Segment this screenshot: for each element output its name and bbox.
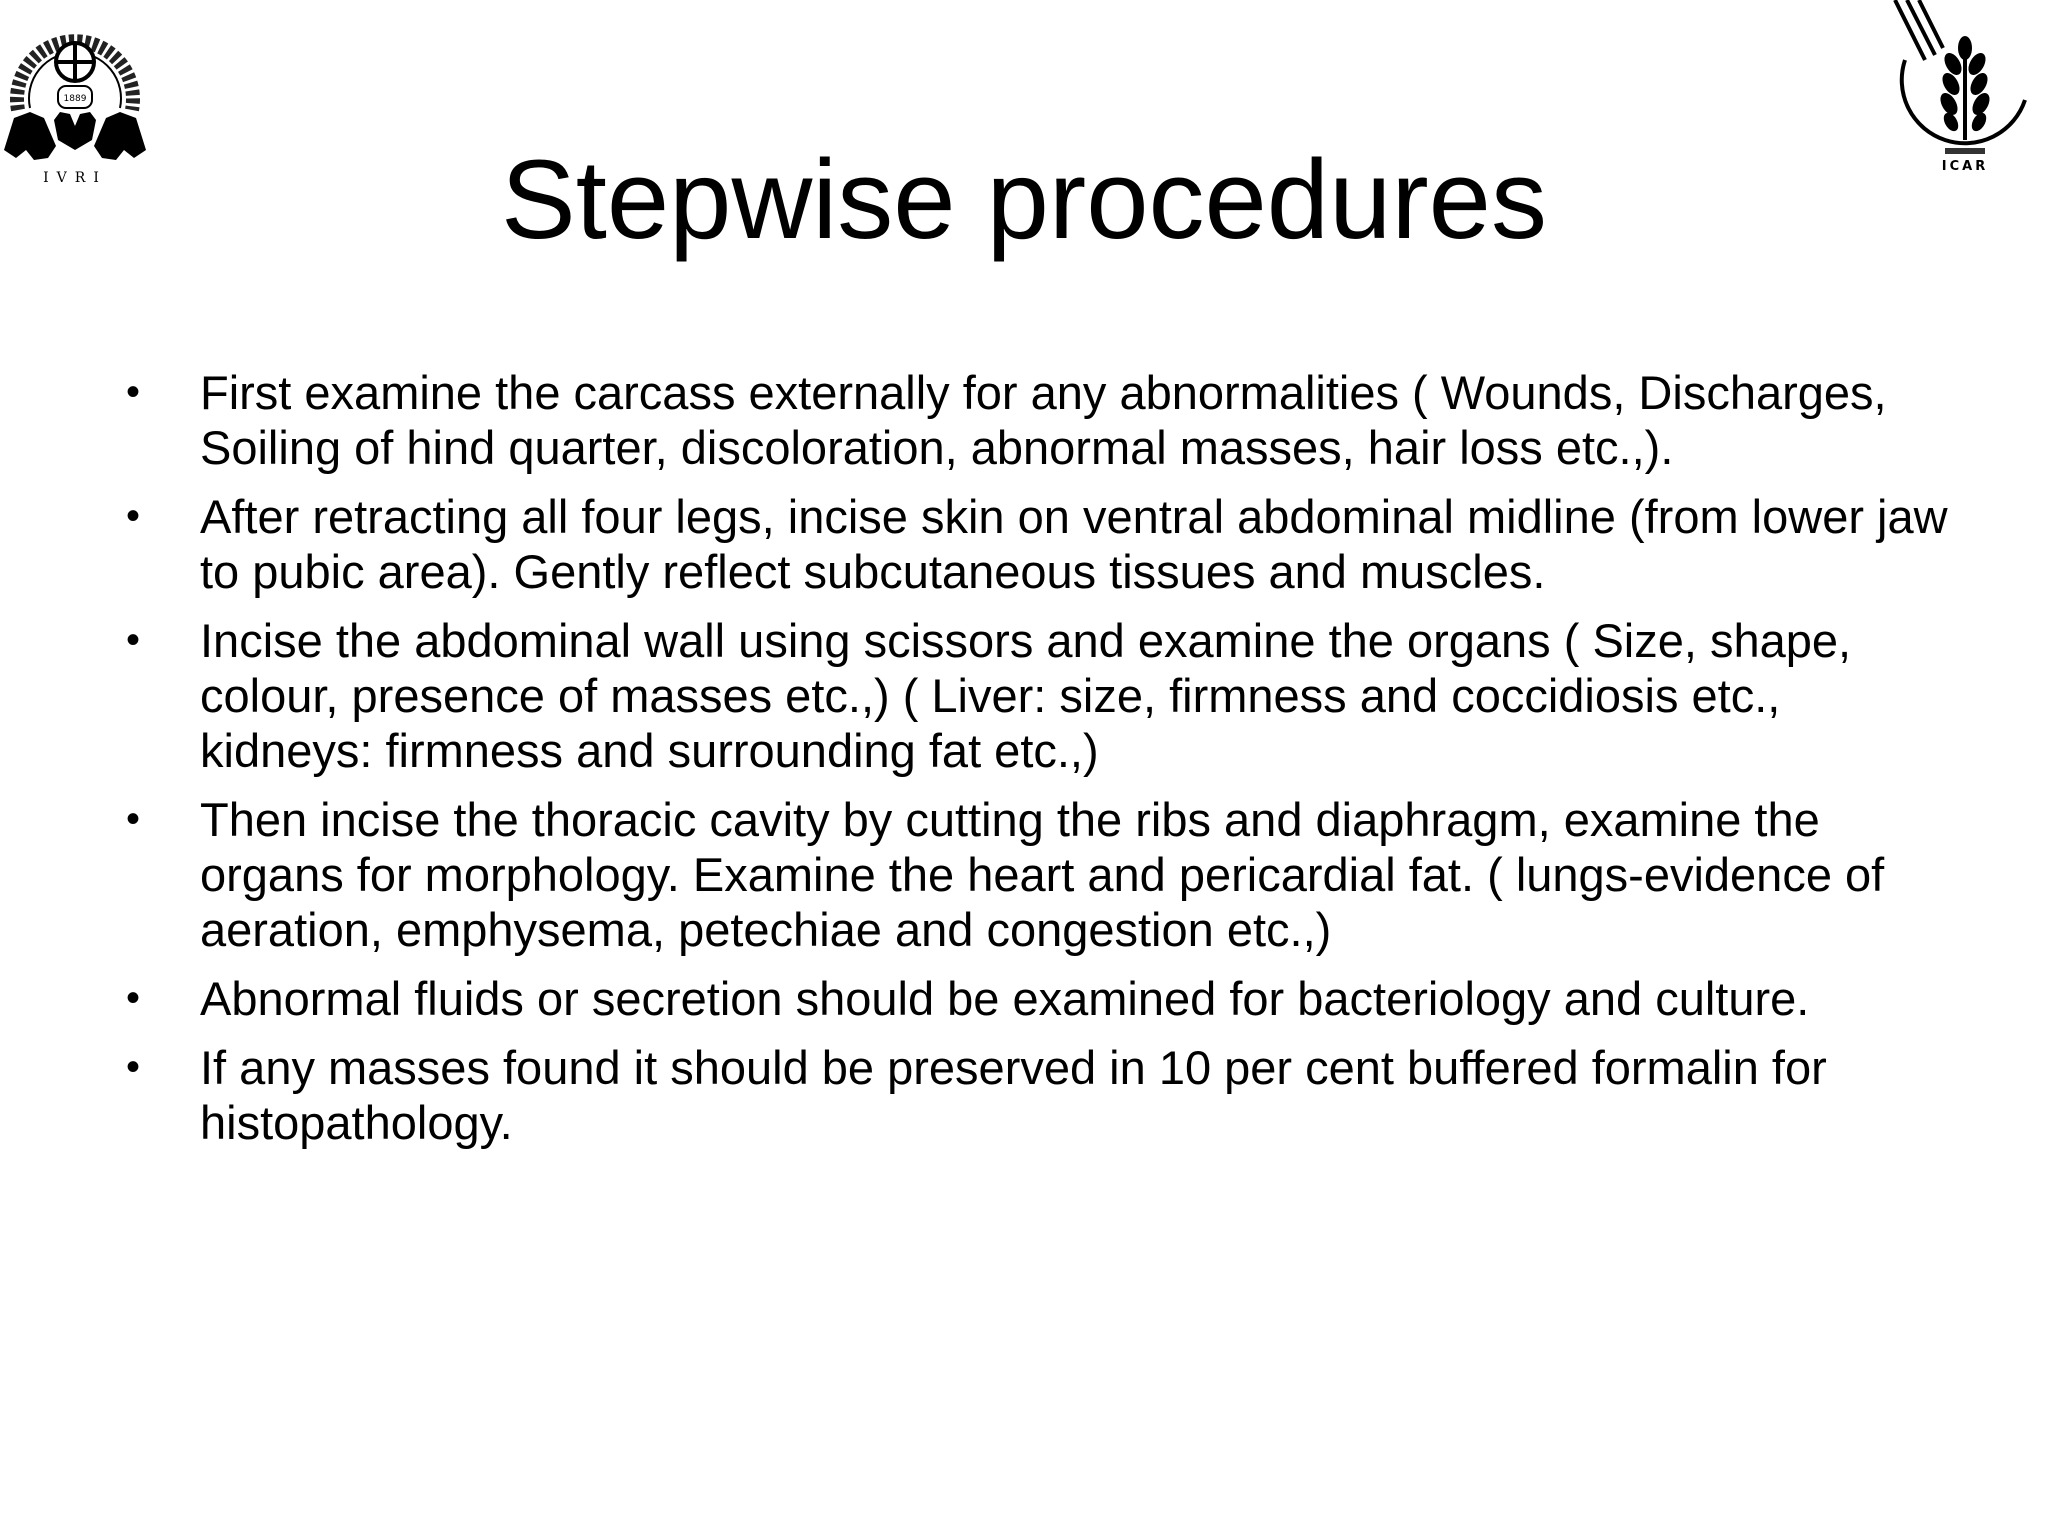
bullet-item [120, 613, 1950, 778]
bullet-item [120, 1040, 1950, 1150]
slide-title: Stepwise procedures [501, 137, 1547, 262]
ivri-year: 1889 [63, 94, 87, 104]
bullet-dot-icon: • [126, 976, 141, 1020]
icar-logo-text: ICAR [1941, 159, 1989, 174]
bullet-text: Incise the abdominal wall using scissors and examine the organs ( Size, shape, colour, presence of masses etc.,) ( Liver: size, firmness and coccidiosis etc., kidneys: firmness and surrounding fat etc.,) [200, 614, 1852, 777]
bullet-dot-icon: • [126, 494, 141, 538]
bullet-dot-icon: • [126, 618, 141, 662]
bullet-item [120, 792, 1950, 957]
bullet-text: Abnormal fluids or secretion should be examined for bacteriology and culture. [200, 972, 1810, 1025]
bullet-item [120, 971, 1950, 1026]
bullet-item [120, 365, 1950, 475]
bullet-text: First examine the carcass externally for any abnormalities ( Wounds, Discharges, Soiling of hind quarter, discoloration, abnormal masses, hair loss etc.,). [200, 366, 1887, 474]
bullet-item [120, 489, 1950, 599]
bullet-dot-icon: • [126, 370, 141, 414]
bullet-dot-icon: • [126, 1045, 141, 1089]
bullet-dot-icon: • [126, 797, 141, 841]
ivri-logo-text: IVRI [43, 170, 107, 186]
bullet-text: Then incise the thoracic cavity by cutting the ribs and diaphragm, examine the organs for morphology. Examine the heart and pericardial fat. ( lungs-evidence of aeration, emphysema, petechiae and congestion etc.,) [200, 793, 1885, 956]
bullet-list [120, 365, 1950, 1164]
bullet-text: If any masses found it should be preserved in 10 per cent buffered formalin for histopathology. [200, 1041, 1827, 1149]
bullet-text: After retracting all four legs, incise skin on ventral abdominal midline (from lower jaw to pubic area). Gently reflect subcutaneous tissues and muscles. [200, 490, 1948, 598]
